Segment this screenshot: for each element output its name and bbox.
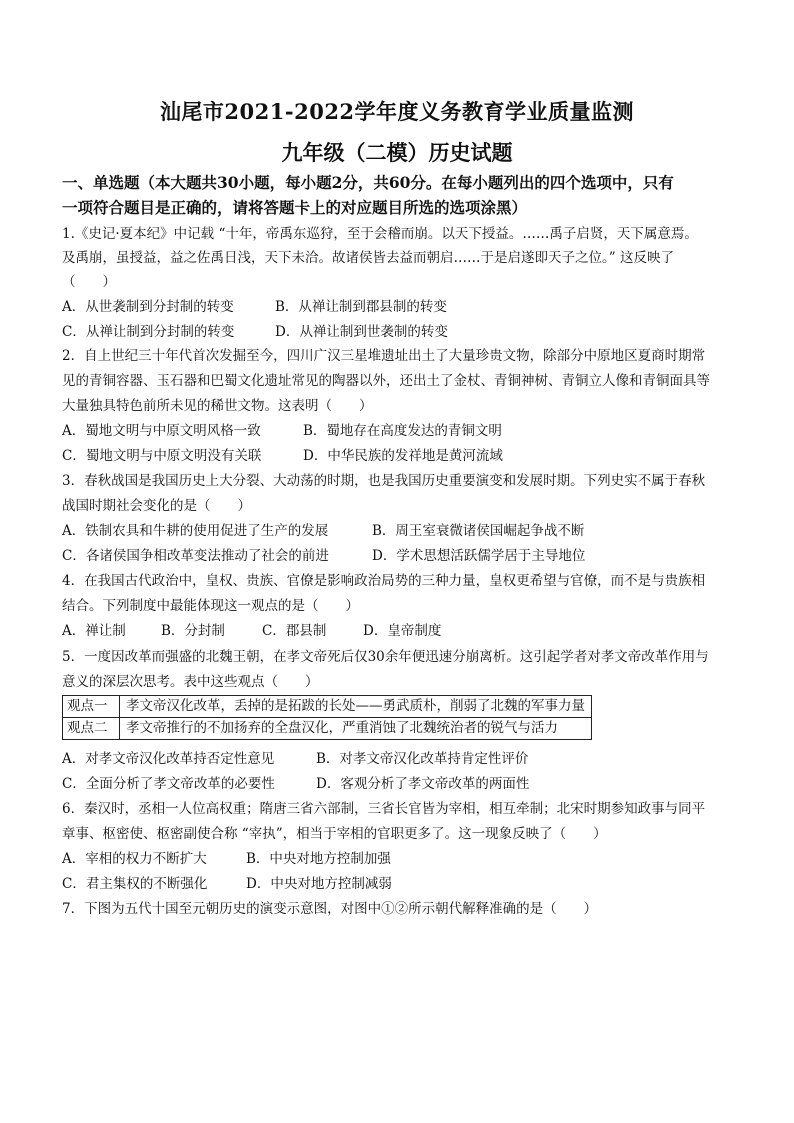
question-1-options-row-1	[62, 297, 742, 317]
question-3-line-2: 战国时期社会变化的是（ ）	[62, 498, 251, 514]
question-1-option-d[interactable]: D．从禅让制到世袭制的转变	[275, 324, 448, 340]
viewpoint-2-label: 观点二	[63, 718, 120, 740]
question-1-option-c[interactable]: C．从禅让制到分封制的转变	[62, 324, 235, 340]
question-2-options-row-2	[62, 446, 742, 466]
exam-title: 汕尾市2021-2022学年度义务教育学业质量监测	[159, 99, 635, 124]
question-2-option-a[interactable]: A．蜀地文明与中原文明风格一致	[62, 423, 261, 439]
question-6-option-c[interactable]: C．君主集权的不断强化	[62, 876, 208, 892]
question-3-options-row-1	[62, 521, 742, 541]
question-2-option-c[interactable]: C．蜀地文明与中原文明没有关联	[62, 448, 262, 464]
section-heading-line-2: 一项符合题目是正确的，请将答题卡上的对应题目所选的选项涂黑）	[62, 198, 528, 217]
question-6-options-row-2	[62, 874, 742, 894]
question-5-options-row-2	[62, 774, 742, 794]
question-5-line-2: 意义的深层次思考。表中这些观点（ ）	[62, 674, 319, 690]
question-2-option-b[interactable]: B．蜀地存在高度发达的青铜文明	[303, 423, 502, 439]
table-row	[63, 718, 592, 740]
viewpoint-1-text: 孝文帝汉化改革，丢掉的是拓跋的长处——勇武质朴，削弱了北魏的军事力量	[120, 696, 592, 718]
question-4-line-2: 结合。下列制度中最能体现这一观点的是（ ）	[62, 598, 359, 614]
question-5-option-c[interactable]: C．全面分析了孝文帝改革的必要性	[62, 776, 275, 792]
question-3-option-b[interactable]: B．周王室衰微诸侯国崛起争战不断	[372, 523, 585, 539]
question-3-option-c[interactable]: C．各诸侯国争相改革变法推动了社会的前进	[62, 548, 329, 564]
question-3-option-d[interactable]: D．学术思想活跃儒学居于主导地位	[372, 548, 586, 564]
question-6-option-b[interactable]: B．中央对地方控制加强	[246, 851, 391, 867]
question-3-option-a[interactable]: A．铁制农具和牛耕的使用促进了生产的发展	[62, 523, 329, 539]
question-3-options-row-2	[62, 546, 742, 566]
viewpoint-1-label: 观点一	[63, 696, 120, 718]
question-5-option-d[interactable]: D．客观分析了孝文帝改革的两面性	[316, 776, 530, 792]
question-1-line-3: （ ）	[62, 274, 116, 290]
question-5-option-a[interactable]: A．对孝文帝汉化改革持否定性意见	[62, 751, 275, 767]
question-1-line-2: 及禹崩，虽授益，益之佐禹日浅，天下未洽。故诸侯皆去益而朝启……于是启遂即天子之位。” 这反映了	[62, 250, 674, 266]
question-5-options-row-1	[62, 749, 742, 769]
question-4-options-row	[62, 621, 742, 641]
table-row	[63, 696, 592, 718]
question-4-option-a[interactable]: A．禅让制	[62, 623, 126, 639]
question-5-line-1: 5．一度因改革而强盛的北魏王朝，在孝文帝死后仅30余年便迅速分崩离析。这引起学者对孝文帝改革作用与	[62, 649, 709, 665]
question-2-line-1: 2．自上世纪三十年代首次发掘至今，四川广汉三星堆遗址出土了大量珍贵文物，除部分中原地区夏商时期常	[62, 348, 706, 364]
question-6-options-row-1	[62, 849, 742, 869]
viewpoints-table	[62, 695, 592, 740]
question-3-line-1: 3．春秋战国是我国历史上大分裂、大动荡的时期，也是我国历史重要演变和发展时期。下列史实不属于春秋	[62, 473, 706, 489]
question-6-option-a[interactable]: A．宰相的权力不断扩大	[62, 851, 207, 867]
question-4-option-d[interactable]: D．皇帝制度	[363, 623, 442, 639]
question-1-options-row-2	[62, 322, 742, 342]
question-6-option-d[interactable]: D．中央对地方控制减弱	[246, 876, 392, 892]
viewpoint-2-text: 孝文帝推行的不加扬弃的全盘汉化，严重消蚀了北魏统治者的锐气与活力	[120, 718, 592, 740]
section-heading-line-1: 一、单选题（本大题共30小题，每小题2分，共60分。在每小题列出的四个选项中，只有	[62, 173, 674, 192]
question-2-line-2: 见的青铜容器、玉石器和巴蜀文化遗址常见的陶器以外，还出土了金杖、青铜神树、青铜立人像和青铜面具等	[62, 373, 710, 389]
question-5-option-b[interactable]: B．对孝文帝汉化改革持肯定性评价	[316, 751, 529, 767]
question-1-line-1: 1.《史记·夏本纪》中记载 “十年，帝禹东巡狩，至于会稽而崩。以天下授益。……禹子启贤，天下属意焉。	[62, 226, 698, 242]
question-6-line-1: 6．秦汉时，丞相一人位高权重；隋唐三省六部制，三省长官皆为宰相，相互牵制；北宋时期参知政事与同平	[62, 801, 706, 817]
question-1-option-a[interactable]: A．从世袭制到分封制的转变	[62, 299, 234, 315]
question-4-option-b[interactable]: B．分封制	[161, 623, 225, 639]
exam-subtitle: 九年级（二模）历史试题	[281, 140, 513, 165]
question-1-option-b[interactable]: B．从禅让制到郡县制的转变	[275, 299, 447, 315]
question-7-line-1: 7．下图为五代十国至元朝历史的演变示意图，对图中①②所示朝代解释准确的是（ ）	[62, 901, 598, 917]
question-6-line-2: 章事、枢密使、枢密副使合称 “宰执”，相当于宰相的官职更多了。这一现象反映了（ ）	[62, 826, 607, 842]
question-2-line-3: 大量独具特色前所未见的稀世文物。这表明（ ）	[62, 398, 373, 414]
question-2-options-row-1	[62, 421, 742, 441]
question-4-line-1: 4．在我国古代政治中，皇权、贵族、官僚是影响政治局势的三种力量，皇权更希望与官僚，而不是与贵族相	[62, 573, 706, 589]
question-2-option-d[interactable]: D．中华民族的发祥地是黄河流域	[303, 448, 503, 464]
question-4-option-c[interactable]: C．郡县制	[262, 623, 327, 639]
